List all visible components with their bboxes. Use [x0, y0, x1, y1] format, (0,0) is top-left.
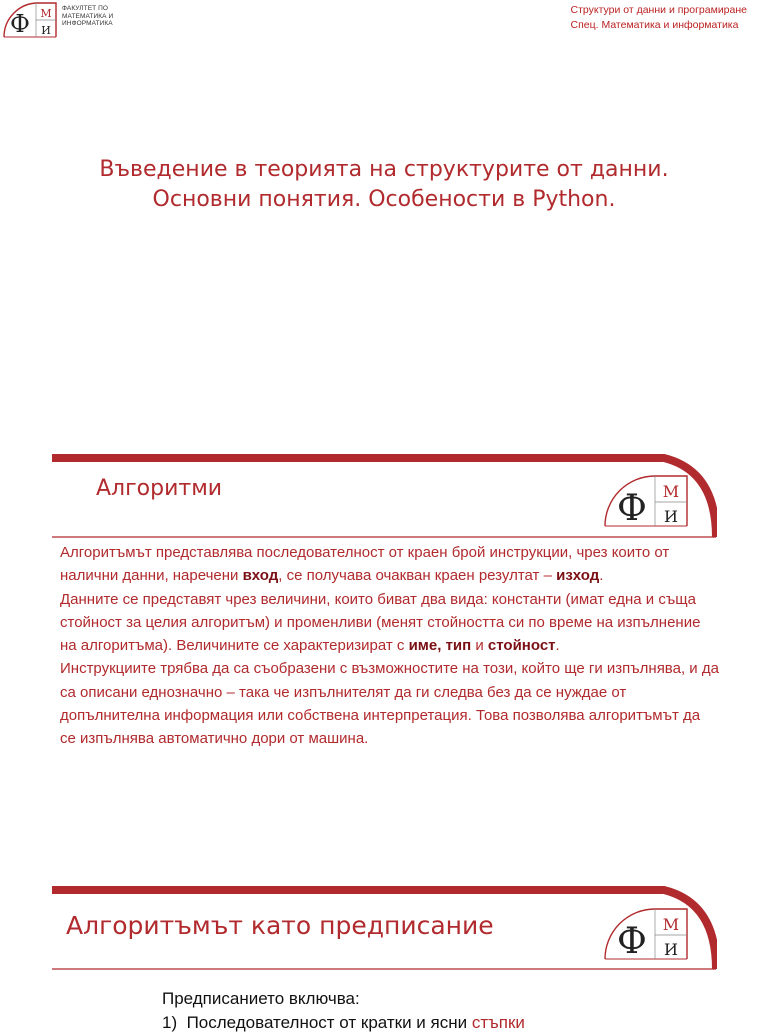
term-value: стойност	[487, 637, 556, 655]
slide-header-band	[52, 885, 717, 975]
paragraph-instructions: Инструкциите трябва да са съобразени с възможностите на този, който ще ги изпълнява, и да са описани еднозначно – така че изпълнителят да ги следва без да се нуждае от допълнителна информация или собствена интерпретация. Това позволява алгоритъмът да се изпълнява автоматично дори от машина.	[60, 660, 719, 748]
text-run: Алгоритъмът представлява последователност от краен брой инструкции, чрез които от налични данни, наречени	[60, 544, 670, 585]
logo-i-letter: И	[664, 940, 678, 959]
text-run: и	[471, 637, 488, 655]
slide-logo	[603, 472, 689, 528]
text-run: .	[555, 637, 560, 655]
list-number: 1)	[162, 1013, 178, 1032]
slide-logo	[603, 905, 689, 961]
course-info	[571, 3, 748, 33]
logo-m-letter: М	[662, 915, 680, 934]
logo-m-letter: М	[662, 482, 680, 501]
logo-i-letter: И	[41, 24, 51, 37]
term-input: вход	[242, 567, 279, 585]
list-item-emphasis: стъпки	[467, 1013, 525, 1032]
page-title	[20, 155, 748, 215]
faculty-logo	[2, 0, 58, 38]
term-output: изход	[556, 567, 600, 585]
logo-m-letter: М	[40, 7, 52, 20]
faculty-name	[62, 5, 132, 28]
paragraph-data	[60, 588, 720, 658]
specialty-name: Спец. Математика и информатика	[570, 19, 739, 31]
list-item-text: Последователност от кратки и ясни	[186, 1013, 468, 1032]
prescription-intro: Предписанието включва:	[162, 989, 360, 1008]
faculty-line: ИНФОРМАТИКА	[62, 20, 113, 27]
title-line-2: Основни понятия. Особености в Python.	[152, 187, 616, 212]
title-line-1: Въведение в теорията на структурите от данни.	[99, 157, 669, 182]
logo-phi-letter: Ф	[617, 488, 647, 528]
term-type: тип	[445, 637, 472, 655]
slide-header-band	[52, 453, 717, 543]
logo-phi-letter: Ф	[10, 10, 30, 38]
text-run: .	[599, 567, 604, 585]
slide-heading: Алгоритъмът като предписание	[66, 911, 494, 940]
prescription-list-item	[162, 1013, 525, 1033]
course-name: Структури от данни и програмиране	[570, 4, 747, 16]
paragraph-definition	[60, 541, 720, 588]
text-run: , се получава очакван краен резултат –	[278, 567, 557, 585]
term-name: име,	[408, 637, 442, 655]
algorithms-body	[60, 541, 720, 751]
logo-phi-letter: Ф	[617, 921, 647, 961]
slide-heading: Алгоритми	[96, 476, 223, 501]
faculty-line: МАТЕМАТИКА И	[62, 12, 114, 20]
faculty-line: ФАКУЛТЕТ ПО	[62, 5, 109, 12]
logo-i-letter: И	[664, 507, 678, 526]
text-run: Данните се представят чрез величини, които биват два вида: константи (имат една и съща стойност за целия алгоритъм) и променливи (менят стойността си по време на изпълнение на алгоритъма). Величините се характеризират с	[60, 590, 701, 655]
